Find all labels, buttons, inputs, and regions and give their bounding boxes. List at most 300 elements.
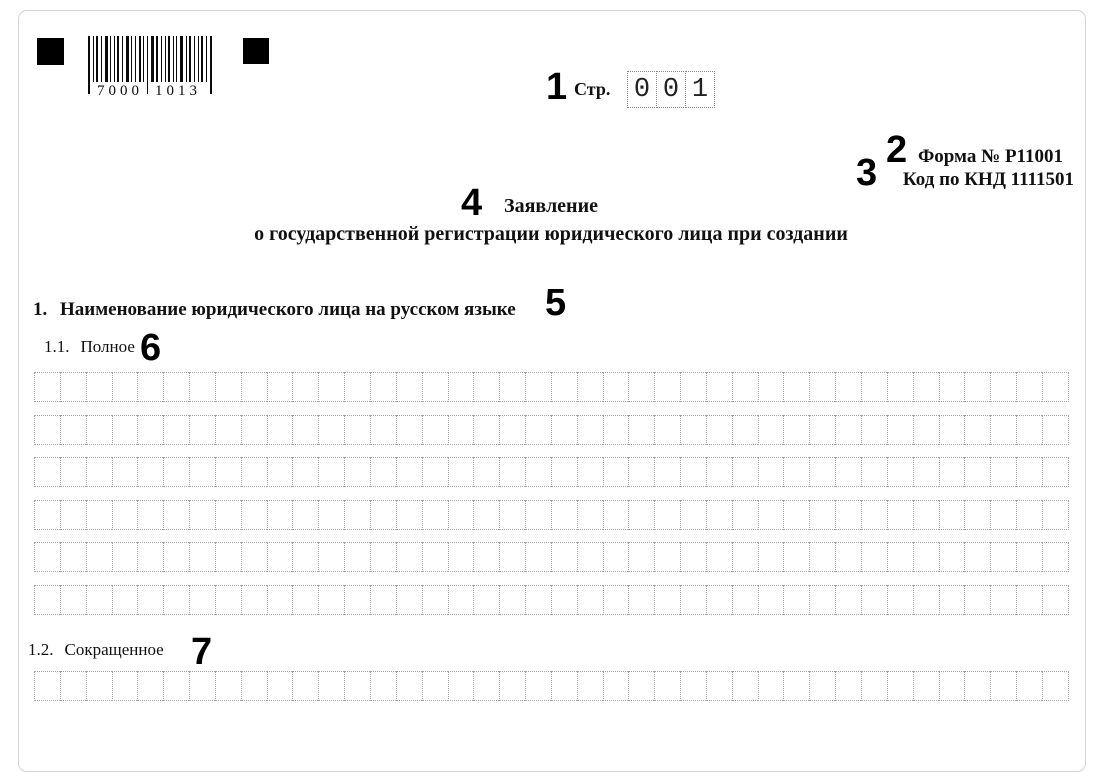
char-cell[interactable] [1016,542,1042,572]
char-cell[interactable] [318,500,344,530]
char-cell[interactable] [551,415,577,445]
char-cell[interactable] [292,372,318,402]
char-cell[interactable] [783,372,809,402]
char-cell[interactable] [654,671,680,701]
char-cell[interactable] [809,671,835,701]
char-cell[interactable] [680,457,706,487]
char-cell[interactable] [1042,457,1069,487]
char-cell[interactable] [344,500,370,530]
char-cell[interactable] [525,500,551,530]
char-cell[interactable] [318,542,344,572]
char-cell[interactable] [603,372,629,402]
char-cell[interactable] [913,415,939,445]
char-cell[interactable] [990,415,1016,445]
char-cell[interactable] [861,372,887,402]
char-cell[interactable] [939,671,965,701]
char-cell[interactable] [628,671,654,701]
char-cell[interactable] [835,500,861,530]
char-cell[interactable] [680,585,706,615]
char-cell[interactable] [1042,585,1069,615]
char-cell[interactable] [34,542,60,572]
char-cell[interactable] [758,372,784,402]
char-cell[interactable] [525,671,551,701]
char-cell[interactable] [783,500,809,530]
char-cell[interactable] [396,542,422,572]
char-cell[interactable] [448,372,474,402]
char-cell[interactable] [990,671,1016,701]
char-cell[interactable] [215,457,241,487]
char-cell[interactable] [887,372,913,402]
char-cell[interactable] [499,585,525,615]
char-cell[interactable] [370,671,396,701]
char-cell[interactable] [448,585,474,615]
char-cell[interactable] [861,415,887,445]
char-cell[interactable] [732,585,758,615]
barcode-bar [101,36,102,82]
char-cell[interactable] [448,457,474,487]
char-cell[interactable] [990,457,1016,487]
char-cell[interactable] [603,415,629,445]
char-cell[interactable] [34,372,60,402]
char-cell[interactable] [473,415,499,445]
char-cell[interactable] [706,585,732,615]
char-cell[interactable] [1042,500,1069,530]
char-cell[interactable] [163,500,189,530]
char-cell[interactable] [706,415,732,445]
char-cell[interactable] [292,457,318,487]
char-cell[interactable] [654,457,680,487]
char-cell[interactable] [318,585,344,615]
char-cell[interactable] [422,542,448,572]
char-cell[interactable] [396,500,422,530]
char-cell[interactable] [758,457,784,487]
char-cell[interactable] [706,372,732,402]
char-cell[interactable] [189,457,215,487]
char-cell[interactable] [732,457,758,487]
barcode-bar [151,36,154,82]
char-cell[interactable] [939,457,965,487]
char-cell[interactable] [473,585,499,615]
char-cell[interactable] [241,372,267,402]
char-cell[interactable] [603,457,629,487]
char-cell[interactable] [370,457,396,487]
char-cell[interactable] [706,671,732,701]
char-cell[interactable] [913,671,939,701]
char-cell[interactable] [422,671,448,701]
char-cell[interactable] [964,415,990,445]
char-cell[interactable] [939,500,965,530]
char-cell[interactable] [913,585,939,615]
char-cell[interactable] [137,542,163,572]
char-cell[interactable] [86,500,112,530]
char-cell[interactable] [422,372,448,402]
char-cell[interactable] [939,542,965,572]
char-cell[interactable] [783,542,809,572]
char-cell[interactable] [654,542,680,572]
page-number-cell[interactable]: 0 [627,71,657,108]
char-cell[interactable] [551,542,577,572]
char-cell[interactable] [887,542,913,572]
char-cell[interactable] [318,671,344,701]
char-cell[interactable] [939,415,965,445]
char-cell[interactable] [473,542,499,572]
char-cell[interactable] [189,585,215,615]
char-cell[interactable] [473,671,499,701]
char-cell[interactable] [499,500,525,530]
char-cell[interactable] [758,500,784,530]
char-cell[interactable] [241,585,267,615]
char-cell[interactable] [215,372,241,402]
char-cell[interactable] [1016,457,1042,487]
char-cell[interactable] [86,542,112,572]
char-cell[interactable] [628,542,654,572]
char-cell[interactable] [344,671,370,701]
char-cell[interactable] [86,585,112,615]
char-cell[interactable] [964,372,990,402]
char-cell[interactable] [344,372,370,402]
char-cell[interactable] [318,415,344,445]
char-cell[interactable] [215,671,241,701]
char-cell[interactable] [318,457,344,487]
char-cell[interactable] [60,500,86,530]
char-cell[interactable] [835,585,861,615]
char-cell[interactable] [680,415,706,445]
char-cell[interactable] [654,500,680,530]
char-cell[interactable] [60,457,86,487]
char-cell[interactable] [344,415,370,445]
char-cell[interactable] [60,542,86,572]
char-cell[interactable] [990,372,1016,402]
char-cell[interactable] [267,671,293,701]
barcode-bar [210,36,212,94]
char-cell[interactable] [861,457,887,487]
char-cell[interactable] [422,500,448,530]
barcode-bar [156,36,158,82]
char-cell[interactable] [525,457,551,487]
char-cell[interactable] [964,457,990,487]
char-cell[interactable] [990,542,1016,572]
char-cell[interactable] [86,372,112,402]
char-cell[interactable] [189,372,215,402]
char-cell[interactable] [448,542,474,572]
char-cell[interactable] [137,415,163,445]
char-cell[interactable] [654,585,680,615]
char-cell[interactable] [396,372,422,402]
char-cell[interactable] [835,372,861,402]
char-cell[interactable] [577,671,603,701]
char-cell[interactable] [267,585,293,615]
char-cell[interactable] [861,671,887,701]
char-cell[interactable] [680,542,706,572]
char-cell[interactable] [887,457,913,487]
char-cell[interactable] [267,372,293,402]
char-cell[interactable] [137,372,163,402]
char-cell[interactable] [267,415,293,445]
char-cell[interactable] [887,585,913,615]
char-cell[interactable] [758,542,784,572]
char-cell[interactable] [887,500,913,530]
char-cell[interactable] [163,415,189,445]
char-cell[interactable] [809,372,835,402]
char-cell[interactable] [499,372,525,402]
char-cell[interactable] [112,415,138,445]
char-cell[interactable] [758,671,784,701]
knd-code-label: Код по КНД 1111501 [902,169,1074,190]
char-cell[interactable] [990,585,1016,615]
callout-5: 5 [545,282,567,324]
char-cell[interactable] [215,500,241,530]
char-cell[interactable] [473,500,499,530]
char-cell[interactable] [628,457,654,487]
char-cell[interactable] [1042,415,1069,445]
char-cell[interactable] [215,542,241,572]
char-cell[interactable] [913,457,939,487]
char-cell[interactable] [809,415,835,445]
char-cell[interactable] [241,457,267,487]
char-cell[interactable] [551,500,577,530]
char-cell[interactable] [137,457,163,487]
char-cell[interactable] [292,585,318,615]
char-cell[interactable] [60,585,86,615]
char-cell[interactable] [112,372,138,402]
char-cell[interactable] [525,585,551,615]
char-cell[interactable] [577,415,603,445]
char-cell[interactable] [370,415,396,445]
char-cell[interactable] [396,415,422,445]
char-cell[interactable] [396,585,422,615]
char-cell[interactable] [835,671,861,701]
char-cell[interactable] [783,585,809,615]
char-cell[interactable] [112,500,138,530]
page-number-cells [627,71,715,108]
char-cell[interactable] [551,372,577,402]
char-cell[interactable] [1016,372,1042,402]
char-cell[interactable] [732,671,758,701]
name-grid-short [34,671,1069,714]
char-cell[interactable] [448,415,474,445]
char-cell[interactable] [835,415,861,445]
char-cell[interactable] [732,415,758,445]
char-cell[interactable] [654,372,680,402]
char-cell[interactable] [913,500,939,530]
char-cell[interactable] [267,457,293,487]
char-cell[interactable] [60,372,86,402]
char-cell[interactable] [913,372,939,402]
char-cell[interactable] [551,671,577,701]
char-row [34,542,1069,572]
char-cell[interactable] [603,671,629,701]
char-cell[interactable] [422,457,448,487]
char-cell[interactable] [60,415,86,445]
char-cell[interactable] [163,671,189,701]
char-cell[interactable] [964,500,990,530]
char-cell[interactable] [292,542,318,572]
char-cell[interactable] [835,542,861,572]
char-cell[interactable] [499,542,525,572]
char-cell[interactable] [603,542,629,572]
char-cell[interactable] [344,585,370,615]
char-cell[interactable] [1016,585,1042,615]
char-cell[interactable] [577,542,603,572]
char-cell[interactable] [706,500,732,530]
char-cell[interactable] [396,671,422,701]
char-cell[interactable] [525,372,551,402]
char-cell[interactable] [680,671,706,701]
char-cell[interactable] [112,542,138,572]
barcode-bar [93,36,94,82]
char-cell[interactable] [86,671,112,701]
char-cell[interactable] [939,372,965,402]
char-cell[interactable] [292,500,318,530]
char-cell[interactable] [861,542,887,572]
char-cell[interactable] [163,585,189,615]
field-1-1-label [44,337,135,357]
char-cell[interactable] [809,585,835,615]
char-cell[interactable] [396,457,422,487]
char-cell[interactable] [732,372,758,402]
char-cell[interactable] [370,500,396,530]
char-cell[interactable] [86,457,112,487]
char-cell[interactable] [887,671,913,701]
char-cell[interactable] [86,415,112,445]
char-cell[interactable] [939,585,965,615]
char-cell[interactable] [241,500,267,530]
char-cell[interactable] [344,542,370,572]
char-cell[interactable] [964,585,990,615]
char-cell[interactable] [344,457,370,487]
char-cell[interactable] [551,585,577,615]
char-cell[interactable] [137,500,163,530]
char-cell[interactable] [861,585,887,615]
char-cell[interactable] [448,500,474,530]
char-cell[interactable] [34,457,60,487]
char-cell[interactable] [241,671,267,701]
char-cell[interactable] [499,457,525,487]
char-cell[interactable] [112,585,138,615]
char-cell[interactable] [525,415,551,445]
char-cell[interactable] [189,542,215,572]
char-cell[interactable] [577,372,603,402]
char-cell[interactable] [422,585,448,615]
char-cell[interactable] [1016,415,1042,445]
char-cell[interactable] [163,542,189,572]
char-cell[interactable] [732,500,758,530]
char-cell[interactable] [1016,500,1042,530]
char-cell[interactable] [680,372,706,402]
char-cell[interactable] [577,500,603,530]
char-cell[interactable] [241,542,267,572]
char-cell[interactable] [34,671,60,701]
char-cell[interactable] [783,457,809,487]
char-cell[interactable] [499,415,525,445]
char-cell[interactable] [809,457,835,487]
char-cell[interactable] [551,457,577,487]
char-cell[interactable] [292,671,318,701]
char-cell[interactable] [370,542,396,572]
char-cell[interactable] [60,671,86,701]
char-cell[interactable] [783,415,809,445]
char-cell[interactable] [680,500,706,530]
field-1-2-number: 1.2. [28,640,54,659]
char-cell[interactable] [913,542,939,572]
char-cell[interactable] [809,542,835,572]
char-cell[interactable] [137,585,163,615]
char-cell[interactable] [628,372,654,402]
char-cell[interactable] [964,671,990,701]
char-cell[interactable] [112,457,138,487]
char-cell[interactable] [732,542,758,572]
char-cell[interactable] [473,457,499,487]
char-cell[interactable] [163,457,189,487]
char-cell[interactable] [603,500,629,530]
char-cell[interactable] [137,671,163,701]
char-row [34,500,1069,530]
char-cell[interactable] [887,415,913,445]
char-cell[interactable] [1016,671,1042,701]
char-cell[interactable] [267,500,293,530]
char-cell[interactable] [189,671,215,701]
char-cell[interactable] [34,585,60,615]
form-number-label: Форма № Р11001 [917,146,1063,167]
char-cell[interactable] [1042,542,1069,572]
page-number-cell[interactable]: 0 [656,71,686,108]
char-cell[interactable] [163,372,189,402]
char-cell[interactable] [628,500,654,530]
char-cell[interactable] [448,671,474,701]
char-cell[interactable] [370,585,396,615]
char-cell[interactable] [241,415,267,445]
char-cell[interactable] [603,585,629,615]
char-cell[interactable] [1042,671,1069,701]
barcode-bar [180,36,183,82]
char-cell[interactable] [964,542,990,572]
char-cell[interactable] [473,372,499,402]
char-cell[interactable] [34,500,60,530]
char-cell[interactable] [189,500,215,530]
char-cell[interactable] [215,585,241,615]
char-cell[interactable] [758,585,784,615]
char-cell[interactable] [758,415,784,445]
char-cell[interactable] [34,415,60,445]
callout-1: 1 [546,66,568,108]
char-cell[interactable] [189,415,215,445]
char-cell[interactable] [1042,372,1069,402]
char-cell[interactable] [835,457,861,487]
char-cell[interactable] [267,542,293,572]
char-cell[interactable] [525,542,551,572]
char-cell[interactable] [292,415,318,445]
char-cell[interactable] [422,415,448,445]
char-cell[interactable] [577,457,603,487]
char-cell[interactable] [112,671,138,701]
char-cell[interactable] [370,372,396,402]
char-cell[interactable] [628,415,654,445]
char-cell[interactable] [706,457,732,487]
char-cell[interactable] [577,585,603,615]
field-1-1-number: 1.1. [44,337,70,356]
char-cell[interactable] [499,671,525,701]
char-cell[interactable] [861,500,887,530]
char-cell[interactable] [215,415,241,445]
char-cell[interactable] [783,671,809,701]
char-cell[interactable] [318,372,344,402]
char-cell[interactable] [654,415,680,445]
char-cell[interactable] [706,542,732,572]
page-number-cell[interactable]: 1 [685,71,715,108]
char-cell[interactable] [809,500,835,530]
char-cell[interactable] [990,500,1016,530]
char-cell[interactable] [628,585,654,615]
